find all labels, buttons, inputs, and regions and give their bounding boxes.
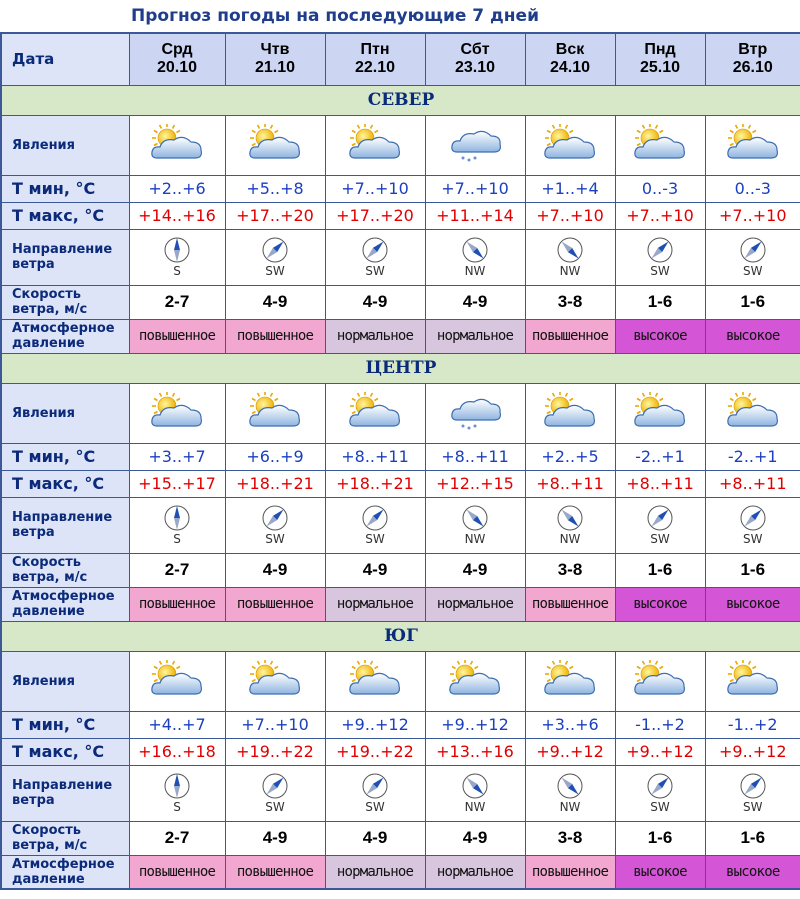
press-label: Атмосферное давление (1, 587, 129, 621)
wind-direction: SW (265, 800, 285, 814)
tmax-row (1, 202, 800, 229)
region-name: ЮГ (1, 621, 800, 651)
day-of-week: Сбт (460, 41, 490, 59)
phen-cell (425, 115, 525, 175)
press-row (1, 319, 800, 353)
speed-cell: 4-9 (225, 821, 325, 855)
press-cell: повышенное (129, 319, 225, 353)
wind-label: Направление ветра (1, 765, 129, 821)
wind-compass-icon (461, 772, 489, 800)
speed-cell: 3-8 (525, 285, 615, 319)
press-cell: высокое (705, 855, 800, 889)
date-header-row (1, 33, 800, 85)
wind-direction: SW (365, 532, 385, 546)
wind-cell (705, 497, 800, 553)
snow-cloud-icon (445, 392, 505, 434)
wind-cell (325, 229, 425, 285)
day-date: 26.10 (732, 59, 773, 77)
tmin-row (1, 175, 800, 202)
tmin-cell: +8..+11 (425, 443, 525, 470)
wind-direction: S (173, 532, 181, 546)
day-date: 23.10 (454, 59, 496, 77)
tmax-label: Т макс, °С (1, 470, 129, 497)
sun-cloud-icon (147, 124, 207, 166)
tmax-cell: +8..+11 (705, 470, 800, 497)
forecast-table (0, 32, 800, 890)
speed-label: Скорость ветра, м/с (1, 285, 129, 319)
press-cell: высокое (615, 587, 705, 621)
tmax-cell: +11..+14 (425, 202, 525, 229)
tmax-cell: +8..+11 (615, 470, 705, 497)
wind-direction: SW (365, 800, 385, 814)
wind-compass-icon (739, 504, 767, 532)
phen-cell (525, 651, 615, 711)
speed-row (1, 285, 800, 319)
wind-compass-icon (163, 236, 191, 264)
phen-label: Явления (1, 651, 129, 711)
wind-compass-icon (461, 504, 489, 532)
sun-cloud-icon (345, 124, 405, 166)
press-cell: повышенное (129, 587, 225, 621)
day-header (615, 33, 705, 85)
tmax-cell: +17..+20 (325, 202, 425, 229)
phen-cell (225, 115, 325, 175)
press-cell: нормальное (325, 587, 425, 621)
phen-cell (129, 383, 225, 443)
speed-cell: 4-9 (325, 821, 425, 855)
day-header (525, 33, 615, 85)
phen-cell (705, 651, 800, 711)
phen-cell (705, 115, 800, 175)
wind-direction: NW (464, 800, 486, 814)
speed-cell: 2-7 (129, 553, 225, 587)
tmin-cell: -2..+1 (615, 443, 705, 470)
sun-cloud-icon (445, 660, 505, 702)
phen-cell (615, 651, 705, 711)
speed-cell: 2-7 (129, 285, 225, 319)
sun-cloud-icon (147, 392, 207, 434)
tmax-row (1, 470, 800, 497)
wind-compass-icon (261, 236, 289, 264)
tmin-cell: -2..+1 (705, 443, 800, 470)
speed-cell: 4-9 (325, 553, 425, 587)
date-label: Дата (1, 33, 129, 85)
phen-cell (325, 651, 425, 711)
tmax-cell: +9..+12 (705, 738, 800, 765)
press-label: Атмосферное давление (1, 855, 129, 889)
speed-cell: 1-6 (705, 821, 800, 855)
tmax-cell: +12..+15 (425, 470, 525, 497)
phen-cell (325, 383, 425, 443)
phen-cell (525, 115, 615, 175)
tmax-label: Т макс, °С (1, 202, 129, 229)
wind-label: Направление ветра (1, 229, 129, 285)
sun-cloud-icon (147, 660, 207, 702)
wind-compass-icon (646, 772, 674, 800)
wind-compass-icon (461, 236, 489, 264)
tmax-cell: +9..+12 (525, 738, 615, 765)
tmin-row (1, 443, 800, 470)
tmin-cell: -1..+2 (705, 711, 800, 738)
wind-cell (129, 497, 225, 553)
tmin-cell: +7..+10 (425, 175, 525, 202)
tmax-row (1, 738, 800, 765)
wind-compass-icon (163, 504, 191, 532)
speed-row (1, 821, 800, 855)
wind-cell (705, 229, 800, 285)
wind-cell (225, 497, 325, 553)
phen-cell (325, 115, 425, 175)
tmin-label: Т мин, °С (1, 175, 129, 202)
page-title: Прогноз погоды на последующие 7 дней (131, 6, 539, 26)
speed-cell: 1-6 (615, 285, 705, 319)
phen-row (1, 115, 800, 175)
wind-cell (615, 229, 705, 285)
press-row (1, 855, 800, 889)
wind-label: Направление ветра (1, 497, 129, 553)
tmax-cell: +19..+22 (325, 738, 425, 765)
region-row (1, 621, 800, 651)
region-row (1, 85, 800, 115)
wind-compass-icon (361, 504, 389, 532)
wind-direction: NW (559, 532, 581, 546)
wind-cell (225, 765, 325, 821)
tmax-cell: +18..+21 (225, 470, 325, 497)
wind-compass-icon (556, 772, 584, 800)
tmin-cell: +9..+12 (425, 711, 525, 738)
tmax-cell: +9..+12 (615, 738, 705, 765)
phen-cell (425, 651, 525, 711)
sun-cloud-icon (630, 660, 690, 702)
day-of-week: Чтв (260, 41, 290, 59)
day-date: 21.10 (254, 59, 296, 77)
press-cell: высокое (705, 587, 800, 621)
speed-cell: 4-9 (225, 553, 325, 587)
snow-cloud-icon (445, 124, 505, 166)
phen-row (1, 651, 800, 711)
wind-cell (425, 765, 525, 821)
tmin-cell: +8..+11 (325, 443, 425, 470)
press-cell: повышенное (129, 855, 225, 889)
wind-direction: S (173, 264, 181, 278)
speed-cell: 1-6 (705, 553, 800, 587)
tmax-cell: +18..+21 (325, 470, 425, 497)
tmax-cell: +14..+16 (129, 202, 225, 229)
speed-label: Скорость ветра, м/с (1, 553, 129, 587)
sun-cloud-icon (345, 392, 405, 434)
sun-cloud-icon (245, 660, 305, 702)
speed-cell: 2-7 (129, 821, 225, 855)
press-cell: высокое (615, 855, 705, 889)
press-cell: повышенное (225, 587, 325, 621)
phen-cell (615, 115, 705, 175)
wind-cell (615, 497, 705, 553)
sun-cloud-icon (630, 392, 690, 434)
wind-direction: NW (559, 264, 581, 278)
phen-cell (129, 115, 225, 175)
sun-cloud-icon (345, 660, 405, 702)
day-of-week: Срд (161, 41, 193, 59)
wind-row (1, 229, 800, 285)
wind-cell (129, 765, 225, 821)
tmin-cell: +3..+7 (129, 443, 225, 470)
speed-cell: 1-6 (615, 553, 705, 587)
phen-cell (425, 383, 525, 443)
wind-row (1, 497, 800, 553)
speed-row (1, 553, 800, 587)
sun-cloud-icon (540, 392, 600, 434)
tmin-cell: +5..+8 (225, 175, 325, 202)
sun-cloud-icon (540, 124, 600, 166)
day-header (325, 33, 425, 85)
tmin-cell: +7..+10 (325, 175, 425, 202)
sun-cloud-icon (723, 660, 783, 702)
phen-cell (705, 383, 800, 443)
wind-compass-icon (556, 504, 584, 532)
sun-cloud-icon (723, 392, 783, 434)
tmax-cell: +7..+10 (705, 202, 800, 229)
sun-cloud-icon (630, 124, 690, 166)
wind-row (1, 765, 800, 821)
speed-cell: 3-8 (525, 821, 615, 855)
tmin-label: Т мин, °С (1, 443, 129, 470)
wind-direction: S (173, 800, 181, 814)
tmax-label: Т макс, °С (1, 738, 129, 765)
day-date: 20.10 (156, 59, 198, 77)
wind-cell (325, 765, 425, 821)
phen-cell (129, 651, 225, 711)
speed-cell: 4-9 (425, 285, 525, 319)
speed-cell: 1-6 (705, 285, 800, 319)
day-header (225, 33, 325, 85)
wind-direction: SW (650, 264, 670, 278)
wind-cell (525, 229, 615, 285)
wind-compass-icon (646, 504, 674, 532)
sun-cloud-icon (540, 660, 600, 702)
phen-label: Явления (1, 115, 129, 175)
tmax-cell: +16..+18 (129, 738, 225, 765)
wind-compass-icon (163, 772, 191, 800)
wind-cell (525, 765, 615, 821)
wind-direction: SW (265, 532, 285, 546)
wind-compass-icon (261, 504, 289, 532)
press-cell: повышенное (525, 587, 615, 621)
tmax-cell: +8..+11 (525, 470, 615, 497)
wind-compass-icon (646, 236, 674, 264)
tmax-cell: +15..+17 (129, 470, 225, 497)
press-cell: нормальное (425, 587, 525, 621)
speed-cell: 3-8 (525, 553, 615, 587)
tmin-cell: +4..+7 (129, 711, 225, 738)
sun-cloud-icon (245, 124, 305, 166)
press-cell: нормальное (425, 319, 525, 353)
press-cell: высокое (615, 319, 705, 353)
day-date: 24.10 (549, 59, 591, 77)
tmin-cell: +7..+10 (225, 711, 325, 738)
tmax-cell: +19..+22 (225, 738, 325, 765)
press-row (1, 587, 800, 621)
press-cell: высокое (705, 319, 800, 353)
wind-direction: SW (365, 264, 385, 278)
tmin-cell: +9..+12 (325, 711, 425, 738)
speed-cell: 4-9 (425, 553, 525, 587)
wind-cell (425, 229, 525, 285)
wind-direction: SW (650, 532, 670, 546)
tmin-cell: +6..+9 (225, 443, 325, 470)
press-cell: нормальное (425, 855, 525, 889)
phen-cell (615, 383, 705, 443)
tmax-cell: +13..+16 (425, 738, 525, 765)
phen-row (1, 383, 800, 443)
wind-compass-icon (361, 236, 389, 264)
wind-cell (225, 229, 325, 285)
wind-direction: NW (559, 800, 581, 814)
region-name: СЕВЕР (1, 85, 800, 115)
press-cell: нормальное (325, 319, 425, 353)
tmin-cell: +1..+4 (525, 175, 615, 202)
press-cell: повышенное (525, 319, 615, 353)
press-label: Атмосферное давление (1, 319, 129, 353)
wind-direction: SW (265, 264, 285, 278)
speed-cell: 4-9 (425, 821, 525, 855)
phen-label: Явления (1, 383, 129, 443)
press-cell: повышенное (225, 319, 325, 353)
tmin-cell: +2..+6 (129, 175, 225, 202)
press-cell: повышенное (225, 855, 325, 889)
press-cell: повышенное (525, 855, 615, 889)
wind-direction: SW (650, 800, 670, 814)
tmin-cell: 0..-3 (615, 175, 705, 202)
speed-cell: 4-9 (325, 285, 425, 319)
sun-cloud-icon (723, 124, 783, 166)
day-header (129, 33, 225, 85)
day-of-week: Вск (555, 41, 585, 59)
tmin-cell: -1..+2 (615, 711, 705, 738)
speed-cell: 4-9 (225, 285, 325, 319)
day-of-week: Пнд (644, 41, 676, 59)
tmax-cell: +7..+10 (615, 202, 705, 229)
phen-cell (225, 651, 325, 711)
day-header (425, 33, 525, 85)
tmin-cell: +2..+5 (525, 443, 615, 470)
tmax-cell: +17..+20 (225, 202, 325, 229)
wind-cell (705, 765, 800, 821)
speed-label: Скорость ветра, м/с (1, 821, 129, 855)
tmin-cell: +3..+6 (525, 711, 615, 738)
day-date: 22.10 (354, 59, 396, 77)
wind-direction: SW (743, 532, 763, 546)
press-cell: нормальное (325, 855, 425, 889)
day-header (705, 33, 800, 85)
wind-compass-icon (739, 772, 767, 800)
tmax-cell: +7..+10 (525, 202, 615, 229)
wind-direction: SW (743, 264, 763, 278)
wind-compass-icon (261, 772, 289, 800)
speed-cell: 1-6 (615, 821, 705, 855)
region-row (1, 353, 800, 383)
phen-cell (525, 383, 615, 443)
phen-cell (225, 383, 325, 443)
wind-compass-icon (361, 772, 389, 800)
day-of-week: Втр (738, 41, 768, 59)
wind-direction: SW (743, 800, 763, 814)
tmin-row (1, 711, 800, 738)
tmin-label: Т мин, °С (1, 711, 129, 738)
wind-cell (525, 497, 615, 553)
wind-cell (129, 229, 225, 285)
wind-direction: NW (464, 532, 486, 546)
wind-compass-icon (556, 236, 584, 264)
wind-cell (325, 497, 425, 553)
wind-compass-icon (739, 236, 767, 264)
day-date: 25.10 (639, 59, 681, 77)
day-of-week: Птн (360, 41, 390, 59)
wind-direction: NW (464, 264, 486, 278)
wind-cell (425, 497, 525, 553)
sun-cloud-icon (245, 392, 305, 434)
region-name: ЦЕНТР (1, 353, 800, 383)
wind-cell (615, 765, 705, 821)
tmin-cell: 0..-3 (705, 175, 800, 202)
